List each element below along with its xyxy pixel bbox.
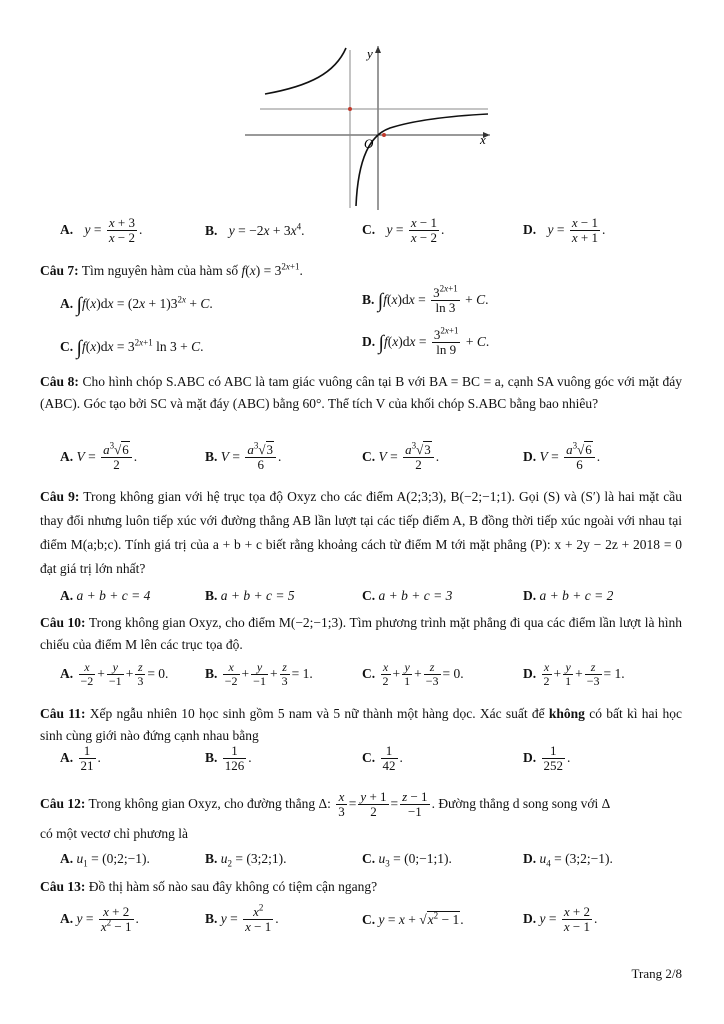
q9-option-b-text: a + b + c = 5 (220, 588, 295, 603)
q12-option-b-text: = (3;2;1). (235, 851, 287, 866)
q9-line3: xúc ngoài với nhau tại điểm M(a;b;c). Tính giá trị của a + b + c biết rằng khoảng cách từ điểm M tới mặt (40, 513, 682, 552)
q6-option-c-label: C. (362, 221, 376, 237)
q12-label: Câu 12: (40, 795, 86, 811)
q13-option-a[interactable]: A. y = $\frac{x + 2}{x^2 - 1}$ . (60, 904, 139, 935)
q7-option-c[interactable]: C. $\int f(x)dx = 3^{2x+1}$ ln 3 + C. (60, 337, 204, 359)
q11-option-c[interactable]: C. $\frac{1}{42}$ . (362, 743, 403, 774)
q7-option-b[interactable]: B. ∫f(x)dx = $\frac{3^{2x+1}}{\ln 3}$ + C. (362, 283, 489, 316)
q13-stem (40, 880, 377, 894)
q13-text: Đồ thị hàm số nào sau đây không có tiệm cận ngang? (88, 879, 378, 894)
graph-y-label: y (367, 46, 373, 61)
q9-option-d[interactable]: D. a + b + c = 2 (523, 588, 614, 603)
q8-line3: bao nhiêu? (539, 396, 599, 411)
q7-option-a[interactable]: A. $\int f(x)dx = (2x + 1)3^{2x} + C$. (60, 294, 213, 316)
q9-stem (40, 485, 682, 581)
q11-bold-word: không (548, 706, 585, 721)
q12-option-a-text: = (0;2;−1). (91, 851, 150, 866)
q12-option-b[interactable]: B. $u_2$ = (3;2;1). (205, 851, 287, 869)
q9-label: Câu 9: (40, 489, 80, 504)
q10-option-d[interactable]: D. $\frac{x}{2}$ + $\frac{y}{1}$ + $\frac{z}{-3}$ = 1. (523, 660, 625, 689)
q8-line1: Cho hình chóp S.ABC có ABC là tam giác vuông cân tại B với BA = BC = a, cạnh SA vuông góc (82, 374, 614, 389)
asymptote-intersection-marker (348, 107, 352, 111)
q11-option-d[interactable]: D. $\frac{1}{252}$ . (523, 743, 571, 774)
q6-option-c[interactable]: C. y = $\frac{x - 1}{x - 2}$ . (362, 215, 445, 246)
q12-line1b: . Đường thẳng d song song với Δ (431, 795, 611, 811)
q6-option-a[interactable]: A. y = $\frac{x + 3}{x - 2}$ . (60, 215, 143, 246)
q9-option-b[interactable]: B. a + b + c = 5 (205, 588, 295, 603)
q12-option-c-text: = (0;−1;1). (393, 851, 452, 866)
q9-option-c-text: a + b + c = 3 (378, 588, 453, 603)
q13-option-c[interactable]: C. $y = x + √x^2 - 1$. (362, 910, 464, 927)
q9-option-a[interactable]: A. a + b + c = 4 (60, 588, 151, 603)
curve-right-branch (356, 114, 488, 206)
q12-option-d-text: = (3;2;−1). (554, 851, 613, 866)
q8-option-d[interactable]: D. V = $\frac{a^3√6}{6}$ . (523, 440, 601, 473)
q6-option-b-label: B. (205, 223, 218, 238)
q9-option-d-text: a + b + c = 2 (539, 588, 614, 603)
q10-option-c[interactable]: C. $\frac{x}{2}$ + $\frac{y}{1}$ + $\frac{z}{-3}$ = 0. (362, 660, 464, 689)
graph-origin-label: O (364, 136, 374, 151)
q8-label: Câu 8: (40, 374, 79, 389)
q9-line2: hai mặt cầu thay đổi nhưng luôn tiếp xúc với đường thẳng AB lần lượt tại các tiếp điểm A, B đồng thời tiếp (40, 489, 682, 528)
q11-stem (40, 703, 682, 747)
q12-line2: có một vectơ chỉ phương là (40, 826, 188, 841)
q12-line1a: Trong không gian Oxyz, cho đường thẳng Δ: (88, 795, 331, 811)
q10-stem (40, 612, 682, 656)
q10-label: Câu 10: (40, 615, 86, 630)
q9-line4: phẳng (P): x + 2y − 2z + 2018 = 0 đạt giá trị lớn nhất? (40, 537, 682, 576)
q10-option-b[interactable]: B. $\frac{x}{-2}$ + $\frac{y}{-1}$ + $\frac{z}{3}$ = 1. (205, 660, 313, 689)
q9-option-c[interactable]: C. a + b + c = 3 (362, 588, 453, 603)
q7-label: Câu 7: (40, 263, 79, 278)
function-graph (240, 38, 500, 210)
q9-line1: Trong không gian với hệ trục tọa độ Oxyz cho các điểm A(2;3;3), B(−2;−1;1). Gọi (S) và (S′) là (83, 489, 615, 504)
q12-line1: Câu 12: Trong không gian Oxyz, cho đường thẳng Δ: $\frac{x}{3}$ = $\frac{y + 1}{2}$ = $\frac{z - 1}{-1}$ . Đường thẳng d song song với Δ (40, 789, 611, 820)
curve-left-branch (265, 48, 346, 94)
x-intercept-marker (382, 133, 386, 137)
q13-label: Câu 13: (40, 879, 86, 894)
q10-line2: lượt là hình chiếu của điểm M lên các trục tọa độ. (40, 615, 682, 652)
q10-option-a[interactable]: A. $\frac{x}{-2}$ + $\frac{y}{-1}$ + $\frac{z}{3}$ = 0. (60, 660, 169, 689)
q11-line1a: Xếp ngẫu nhiên 10 học sinh gồm 5 nam và 5 nữ thành một hàng dọc. Xác suất để (89, 706, 545, 721)
q12-option-a[interactable]: A. $u_1$ = (0;2;−1). (60, 851, 150, 869)
q11-option-a[interactable]: A. $\frac{1}{21}$ . (60, 743, 101, 774)
q10-line1: Trong không gian Oxyz, cho điểm M(−2;−1;3). Tìm phương trình mặt phẳng đi qua các điểm lần (88, 615, 616, 630)
q6-option-b[interactable]: B. $y = -2x + 3x^4$. (205, 221, 305, 238)
q8-option-b[interactable]: B. V = $\frac{a^3√3}{6}$ . (205, 440, 282, 473)
q8-line2: với mặt đáy (ABC). Góc tạo bởi SC và mặt đáy (ABC) bằng 60°. Thể tích V của khối chóp S.ABC bằng (40, 374, 683, 411)
q11-line1b: có bất kì (589, 706, 638, 721)
q8-option-c[interactable]: C. V = $\frac{a^3√3}{2}$ . (362, 440, 440, 473)
q8-stem (40, 371, 682, 415)
q12-option-d[interactable]: D. $u_4$ = (3;2;−1). (523, 851, 613, 869)
q11-option-b[interactable]: B. $\frac{1}{126}$ . (205, 743, 252, 774)
y-arrow-icon (375, 46, 381, 53)
q13-option-b[interactable]: B. y = $\frac{x^2}{x - 1}$ . (205, 902, 279, 935)
page-number: Trang 2/8 (631, 966, 682, 981)
q6-option-d[interactable]: D. y = $\frac{x - 1}{x + 1}$ . (523, 215, 606, 246)
q6-option-a-label: A. (60, 221, 74, 237)
q9-option-a-text: a + b + c = 4 (76, 588, 151, 603)
q8-option-a[interactable]: A. V = $\frac{a^3√6}{2}$ . (60, 440, 138, 473)
q12-option-c[interactable]: C. $u_3$ = (0;−1;1). (362, 851, 452, 869)
q7-option-d[interactable]: D. ∫f(x)dx = $\frac{3^{2x+1}}{\ln 9}$ + C. (362, 325, 490, 358)
q7-text: Tìm nguyên hàm của hàm số (81, 263, 239, 278)
q13-option-d[interactable]: D. y = $\frac{x + 2}{x - 1}$ . (523, 904, 598, 935)
q11-label: Câu 11: (40, 706, 86, 721)
q6-option-d-label: D. (523, 221, 537, 237)
graph-x-label: x (480, 132, 486, 147)
q7-stem: Câu 7: Tìm nguyên hàm của hàm số $f(x) = 3^{2x+1}$. (40, 261, 303, 278)
q11-line2: hai học sinh cùng giới nào đứng cạnh nhau bằng (40, 706, 682, 743)
